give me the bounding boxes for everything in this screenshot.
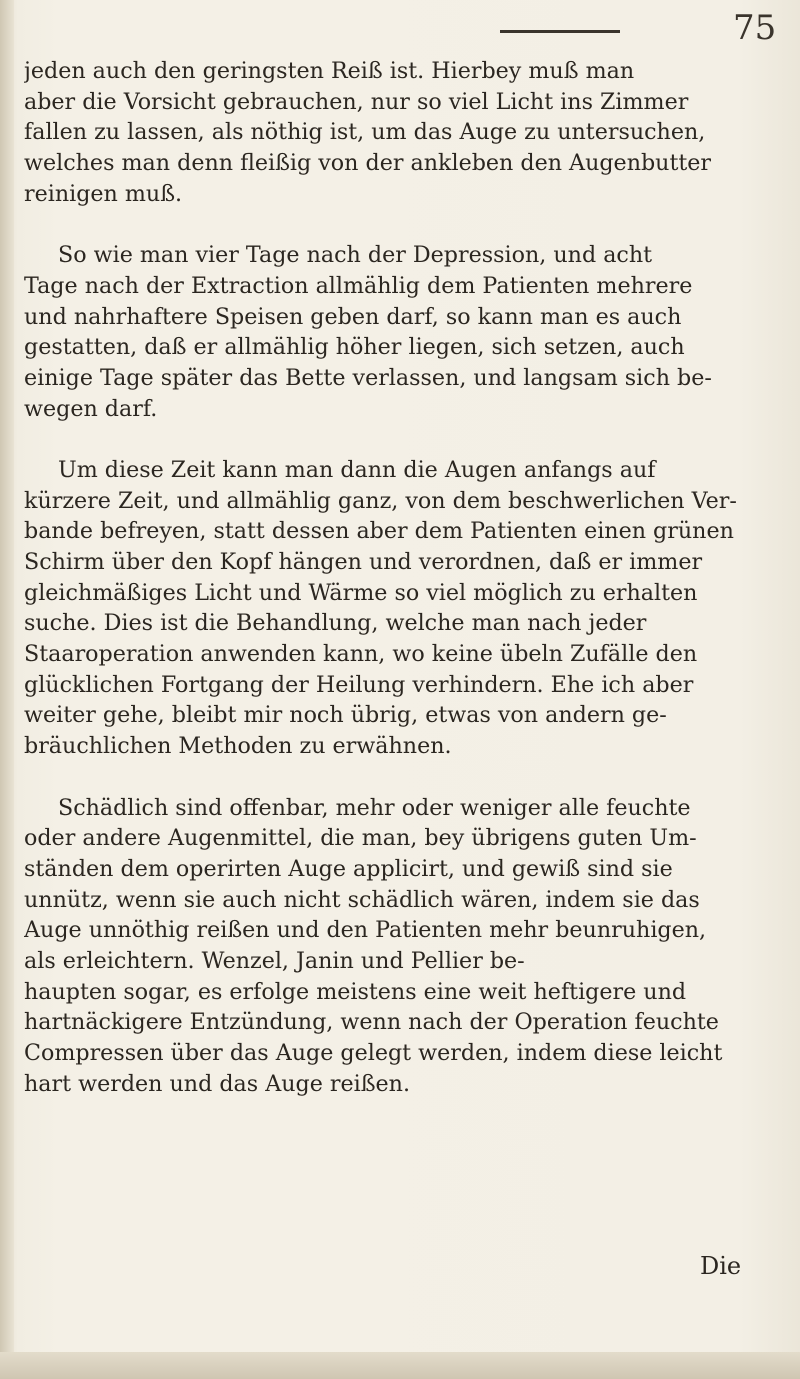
text-line: haupten sogar, es erfolge meistens eine weit heftigere und xyxy=(24,978,687,1005)
text-line: Staaroperation anwenden kann, wo keine übeln Zufälle den xyxy=(24,641,698,668)
text-line: einige Tage später das Bette verlassen, und langsam sich be- xyxy=(24,364,712,391)
text-line: ständen dem operirten Auge applicirt, und gewiß sind sie xyxy=(24,855,673,882)
paragraph xyxy=(24,793,780,1100)
paragraph-gap xyxy=(24,762,780,793)
text-line: hart werden und das Auge reißen. xyxy=(24,1070,411,1097)
text-line: kürzere Zeit, und allmählig ganz, von dem beschwerlichen Ver- xyxy=(24,487,737,514)
text-line: oder andere Augenmittel, die man, bey übrigens guten Um- xyxy=(24,825,697,852)
text-line: aber die Vorsicht gebrauchen, nur so viel Licht ins Zimmer xyxy=(24,88,689,115)
paragraph xyxy=(24,455,780,762)
text-line: fallen zu lassen, als nöthig ist, um das Auge zu untersuchen, xyxy=(24,119,706,146)
text-line: weiter gehe, bleibt mir noch übrig, etwas von andern ge- xyxy=(24,702,667,729)
text-line: Um diese Zeit kann man dann die Augen anfangs auf xyxy=(58,456,656,483)
text-line: Auge unnöthig reißen und den Patienten mehr beunruhigen, xyxy=(24,917,707,944)
text-line: Tage nach der Extraction allmählig dem Patienten mehrere xyxy=(24,272,693,299)
text-line: wegen darf. xyxy=(24,395,158,422)
paragraph xyxy=(24,240,780,424)
text-line: welches man denn fleißig von der ankleben den Augenbutter xyxy=(24,150,712,177)
text-line: Compressen über das Auge gelegt werden, indem diese leicht xyxy=(24,1040,723,1066)
text-line: reinigen muß. xyxy=(24,180,183,207)
header-rule xyxy=(500,30,620,33)
page-gutter xyxy=(0,0,14,1379)
catchword: Die xyxy=(700,1252,742,1280)
paragraph-gap xyxy=(24,424,780,455)
text-line: glücklichen Fortgang der Heilung verhindern. Ehe ich aber xyxy=(24,671,694,698)
page-bottom-edge xyxy=(0,1352,800,1379)
text-line: So wie man vier Tage nach der Depression, und acht xyxy=(58,242,653,269)
text-line: unnütz, wenn sie auch nicht schädlich wären, indem sie das xyxy=(24,886,700,913)
text-line: jeden auch den geringsten Reiß ist. Hierbey muß man xyxy=(24,58,635,84)
text-line: als erleichtern. Wenzel, Janin und Pellier be- xyxy=(24,947,525,974)
text-line: bande befreyen, statt dessen aber dem Patienten einen grünen xyxy=(24,518,734,545)
text-line: Schirm über den Kopf hängen und verordnen, daß er immer xyxy=(24,549,703,575)
text-line: suche. Dies ist die Behandlung, welche man nach jeder xyxy=(24,610,647,637)
text-line: Schädlich sind offenbar, mehr oder weniger alle feuchte xyxy=(58,794,691,821)
text-line: und nahrhaftere Speisen geben darf, so kann man es auch xyxy=(24,303,682,330)
text-line: hartnäckigere Entzündung, wenn nach der Operation feuchte xyxy=(24,1009,719,1036)
paragraph xyxy=(24,56,780,209)
paragraph-gap xyxy=(24,209,780,240)
text-line: bräuchlichen Methoden zu erwähnen. xyxy=(24,733,452,760)
text-line: gleichmäßiges Licht und Wärme so viel möglich zu erhalten xyxy=(24,579,698,606)
body-text xyxy=(24,56,780,1099)
text-line: gestatten, daß er allmählig höher liegen, sich setzen, auch xyxy=(24,334,685,361)
page-number: 75 xyxy=(733,8,777,48)
